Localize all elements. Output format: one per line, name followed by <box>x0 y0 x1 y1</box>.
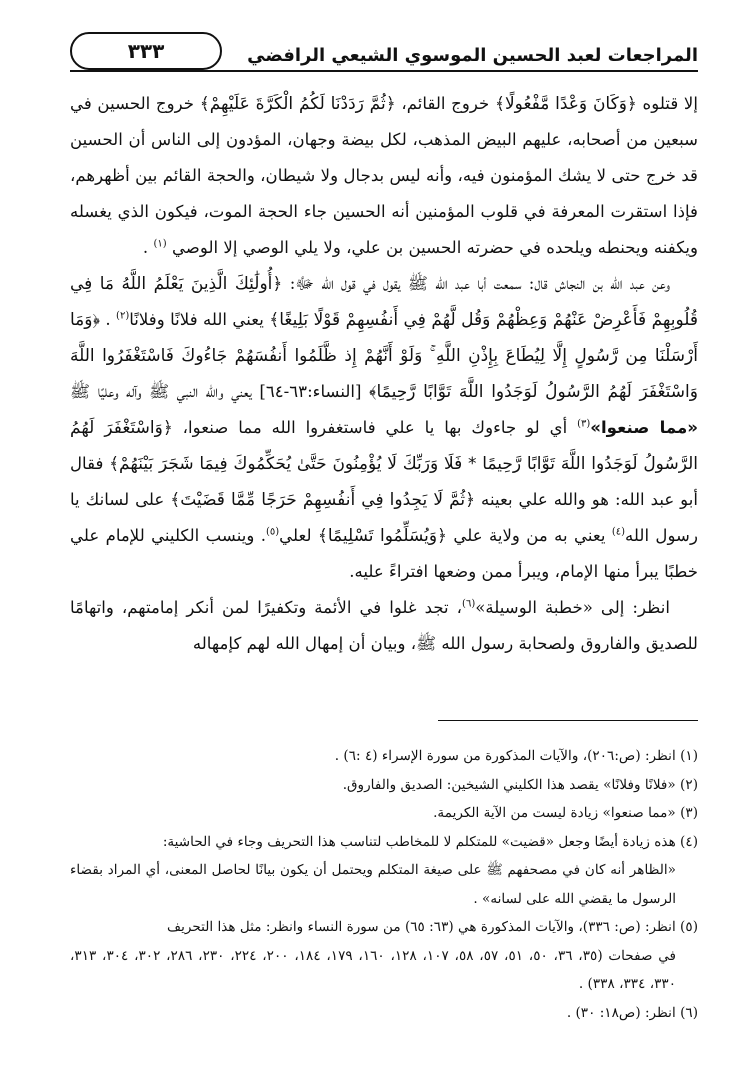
bold-quote: «مما صنعوا» <box>590 418 698 437</box>
text-run: خروج القائم، <box>395 94 495 113</box>
footnote-ref: (٣) <box>577 418 591 430</box>
quran-verse: ﴿ثُمَّ لَا يَجِدُوا فِي أَنفُسِهِمْ حَرَجًا مِّمَّا قَضَيْتَ﴾ <box>170 490 476 510</box>
text-run: إلا قتلوه <box>636 94 698 113</box>
page-header <box>70 28 698 72</box>
text-run: خروج الحسين في سبعين من أصحابه، عليهم البيض المذهب، لكل بيضة وجهان، المؤدون إلى الناس أن الحسين قد خرج حتى لا يشك المؤمنون فيه، وأنه ليس بدجال ولا شيطان، والحجة القائم بين أظهرهم، فإذا استقرت المعرفة في قلوب المؤمنين أنه الحسين جاء الحجة الموت، فيكون الذي يغسله ويكفنه ويحنطه ويلحده في حضرته الحسين بن علي، ولا يلي الوصي إلا الوصي <box>70 94 698 257</box>
text-run: . وينسب الكليني للإمام علي خطبًا يبرأ منها الإمام، ويبرأ ممن وضعها افتراءً عليه. <box>70 526 698 581</box>
footnote-ref: (٥) <box>265 526 280 538</box>
verse-reference: [النساء:٦٣-٦٤] <box>251 382 370 401</box>
text-run: فقال أبو عبد الله: هو والله علي بعينه <box>70 454 698 509</box>
text-run: يعني الله فلانًا وفلانًا <box>129 310 270 329</box>
footnote-ref: (١) <box>153 238 167 250</box>
footnotes <box>70 742 698 1027</box>
footnote-3: (٣) «مما صنعوا» زيادة ليست من الآية الكريمة. <box>433 805 698 821</box>
quran-verse: ﴿ثُمَّ رَدَدْنَا لَكُمُ الْكَرَّةَ عَلَيْهِمْ﴾ <box>199 94 396 114</box>
quran-verse: ﴿وَمَا أَرْسَلْنَا مِن رَّسُولٍ إِلَّا لِيُطَاعَ بِإِذْنِ اللَّهِ ۚ وَلَوْ أَنَّهُمْ إِذ ظَّلَمُوا أَنفُسَهُمْ جَاءُوكَ فَاسْتَغْفَرُوا اللَّهَ وَاسْتَغْفَرَ لَهُمُ الرَّسُولُ لَوَجَدُوا اللَّهَ تَوَّابًا رَّحِيمًا﴾ <box>70 310 698 402</box>
text-run: انظر: إلى «خطبة الوسيلة» <box>475 598 670 617</box>
header-rule <box>70 70 698 72</box>
text-run: لعلي <box>279 526 318 545</box>
footnote-ref: (٤) <box>611 526 626 538</box>
footnote-2: (٢) «فلانًا وفلانًا» يقصد هذا الكليني الشيخين: الصديق والفاروق. <box>342 776 698 793</box>
quran-verse: ﴿وَيُسَلِّمُوا تَسْلِيمًا﴾ <box>317 526 448 546</box>
footnote-1: (١) انظر: (ص:٢٠٦)، والآيات المذكورة من سورة الإسراء (٤ :٦) . <box>334 748 698 764</box>
footnote-ref: (٦) <box>462 598 476 610</box>
footnote-4: (٤) هذه زيادة أيضًا وجعل «قضيت» للمتكلم لا للمخاطب لتناسب هذا التحريف وجاء في الحاشية: <box>162 833 698 850</box>
text-run: وعن عبد الله بن النجاش قال: سمعت أبا عبد الله ﷺ يقول في قول الله ﷻ: <box>282 274 670 293</box>
paragraph-2 <box>70 266 698 590</box>
page-number: ٣٣٣ <box>70 32 222 70</box>
text-run: يعني والله النبي ﷺ وآله وعليًا ﷺ <box>70 382 252 401</box>
footnote-5-continued: في صفحات (٣٥، ٣٦، ٥٠، ٥١، ٥٧، ٥٨، ١٠٧، ١٢٨، ١٦٠، ١٧٩، ١٨٤، ٢٠٠، ٢٢٤، ٢٣٠، ٢٨٦، ٣٠٢، ٣٠٤، ٣١٣، ٣٣٠، ٣٣٤، ٣٣٨) . <box>70 947 677 992</box>
footnote-separator <box>438 720 698 721</box>
text-run: يعني به من ولاية علي <box>447 526 612 545</box>
text-run: . <box>142 238 154 257</box>
text-run: ، تجد غلوا في الأئمة وتكفيرًا لمن أنكر إمامتهم، واتهامًا للصديق والفاروق ولصحابة رسول الله ﷺ، وبيان أن إمهال الله لهم كإمهاله <box>70 598 698 653</box>
footnote-6: (٦) انظر: (ص١٨: ٣٠) . <box>566 1004 698 1021</box>
footnote-4-continued: «الظاهر أنه كان في مصحفهم ﷺ على صيغة المتكلم ويحتمل أن يكون بيانًا لحاصل المعنى، أي المراد بقضاء الرسول ما يقضي الله على لسانه» . <box>70 862 676 907</box>
quran-verse: ﴿أُولَٰئِكَ الَّذِينَ يَعْلَمُ اللَّهُ مَا فِي قُلُوبِهِمْ فَأَعْرِضْ عَنْهُمْ وَعِظْهُمْ وَقُل لَّهُمْ فِي أَنفُسِهِمْ قَوْلًا بَلِيغًا﴾ <box>70 274 699 330</box>
paragraph-3 <box>70 590 698 662</box>
footnote-5: (٥) انظر: (ص: ٣٣٦)، والآيات المذكورة هي (٦٣: ٦٥) من سورة النساء وانظر: مثل هذا التحريف <box>167 919 698 935</box>
running-title: المراجعات لعبد الحسين الموسوي الشيعي الرافضي <box>247 45 698 66</box>
quran-verse: ﴿وَاسْتَغْفَرَ لَهُمُ الرَّسُولُ لَوَجَدُوا اللَّهَ تَوَّابًا رَّحِيمًا * فَلَا وَرَبِّكَ لَا يُؤْمِنُونَ حَتَّىٰ يُحَكِّمُوكَ فِيمَا شَجَرَ بَيْنَهُمْ﴾ <box>70 418 698 474</box>
text-run: . <box>100 310 117 329</box>
paragraph-1 <box>70 86 698 266</box>
footnote-ref: (٢) <box>116 310 130 322</box>
text-run: أي لو جاءوك بها يا علي فاستغفروا الله مما صنعوا، <box>172 418 578 437</box>
quran-verse: ﴿وَكَانَ وَعْدًا مَّفْعُولًا﴾ <box>495 94 637 114</box>
text-run: على لسانك يا رسول الله <box>70 490 698 545</box>
main-text <box>70 86 698 662</box>
